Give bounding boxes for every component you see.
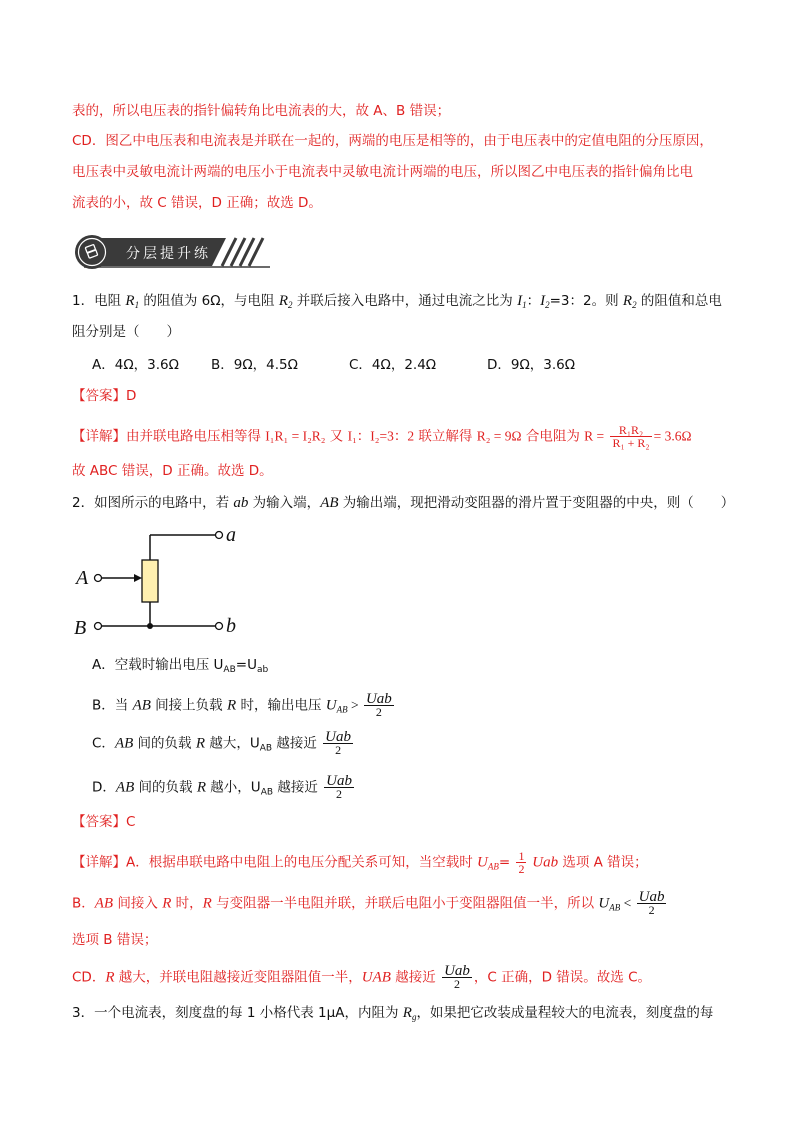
slider-arrow [134, 574, 142, 582]
terminal-B [95, 623, 102, 630]
q1-detail-line-2: 故 ABC 错误，D 正确。故选 D。 [72, 463, 273, 479]
label-b: b [226, 615, 236, 637]
q3-stem: 3．一个电流表，刻度盘的每 1 小格代表 1μA，内阻为 $R_g$，如果把它改装成量程较大的电流表，刻度盘的每 [72, 1005, 714, 1022]
q1-option-c[interactable]: C．4Ω，2.4Ω [349, 357, 437, 373]
label-A: A [76, 567, 89, 589]
section-title: 分层提升练 [126, 246, 211, 262]
q1-detail: 【详解】由并联电路电压相等得 I₁R₁ = I₂R₂ 又 I₁：I₂=3：2 联立解得 R₂ = 9Ω 合电阻为 R = $\frac{\text{R₁R₂}}{\text{R₁ + R₂}}$ = 3.6Ω [72, 423, 692, 450]
layers-icon [84, 244, 100, 260]
junction-node [147, 623, 153, 629]
q2-answer: 【答案】C [72, 814, 136, 830]
q1-stem-line-2: 阻分别是（ ） [72, 324, 180, 340]
q2-detail-b: B．AB 间接入 R 时，R 与变阻器一半电阻并联，并联后电阻小于变阻器阻值一半，所以 $U_{AB}$ < $\frac{\text{Uab}}{2}$ [72, 889, 665, 917]
q2-option-a[interactable]: A．空载时输出电压 $U_{AB}=U_{ab}$ [92, 657, 269, 675]
q1-option-d[interactable]: D．9Ω，3.6Ω [487, 357, 576, 373]
q2-detail-d: CD．R 越大，并联电阻越接近变阻器阻值一半，UAB 越接近 $\frac{\text{Uab}}{2}$ ，C 正确，D 错误。故选 C。 [72, 963, 652, 991]
rheostat [142, 560, 158, 602]
q2-detail-a: 【详解】A．根据串联电路中电阻上的电压分配关系可知，当空载时 $U_{AB}=$ $\frac{1}{2}$ Uab 选项 A 错误； [72, 849, 648, 876]
prev-explanation-line-1: 表的，所以电压表的指针偏转角比电流表的大，故 A、B 错误； [72, 103, 451, 119]
terminal-b [216, 623, 223, 630]
prev-explanation-line-3: 电压表中灵敏电流计两端的电压小于电流表中灵敏电流计两端的电压，所以图乙中电压表的指针偏角比电 [72, 164, 693, 180]
q2-stem: 2．如图所示的电路中，若 ab 为输入端，AB 为输出端，现把滑动变阻器的滑片置于变阻器的中央，则（ ） [72, 495, 735, 511]
q2-option-c[interactable]: C．AB 间的负载 R 越大，$U_{AB}$ 越接近 $\frac{\text{Uab}}{2}$ [92, 729, 351, 757]
q2-option-b[interactable]: B．当 AB 间接上负载 R 时，输出电压 $U_{AB}$ > $\frac{\text{Uab}}{2}$ [92, 691, 392, 719]
q1-answer: 【答案】D [72, 388, 137, 404]
q1-option-a[interactable]: A．4Ω，3.6Ω [92, 357, 179, 373]
q1-stem: 1．电阻 $R_1$ 的阻值为 6Ω，与电阻 $R_2$ 并联后接入电路中，通过电流之比为 $I_1$：$I_2=3$：2。则 $R_2$ 的阻值和总电 [72, 293, 722, 310]
terminal-A [95, 575, 102, 582]
label-B: B [74, 617, 87, 639]
q1-option-b[interactable]: B．9Ω，4.5Ω [211, 357, 298, 373]
circuit-diagram [72, 520, 252, 640]
terminal-a [216, 532, 223, 539]
q2-option-d[interactable]: D．AB 间的负载 R 越小，$U_{AB}$ 越接近 $\frac{\text{Uab}}{2}$ [92, 773, 352, 801]
label-a: a [226, 524, 236, 546]
q2-detail-c: 选项 B 错误； [72, 932, 158, 948]
prev-explanation-line-2: CD．图乙中电压表和电流表是并联在一起的，两端的电压是相等的，由于电压表中的定值电阻的分压原因， [72, 133, 713, 149]
prev-explanation-line-4: 流表的小，故 C 错误，D 正确；故选 D。 [72, 195, 322, 211]
